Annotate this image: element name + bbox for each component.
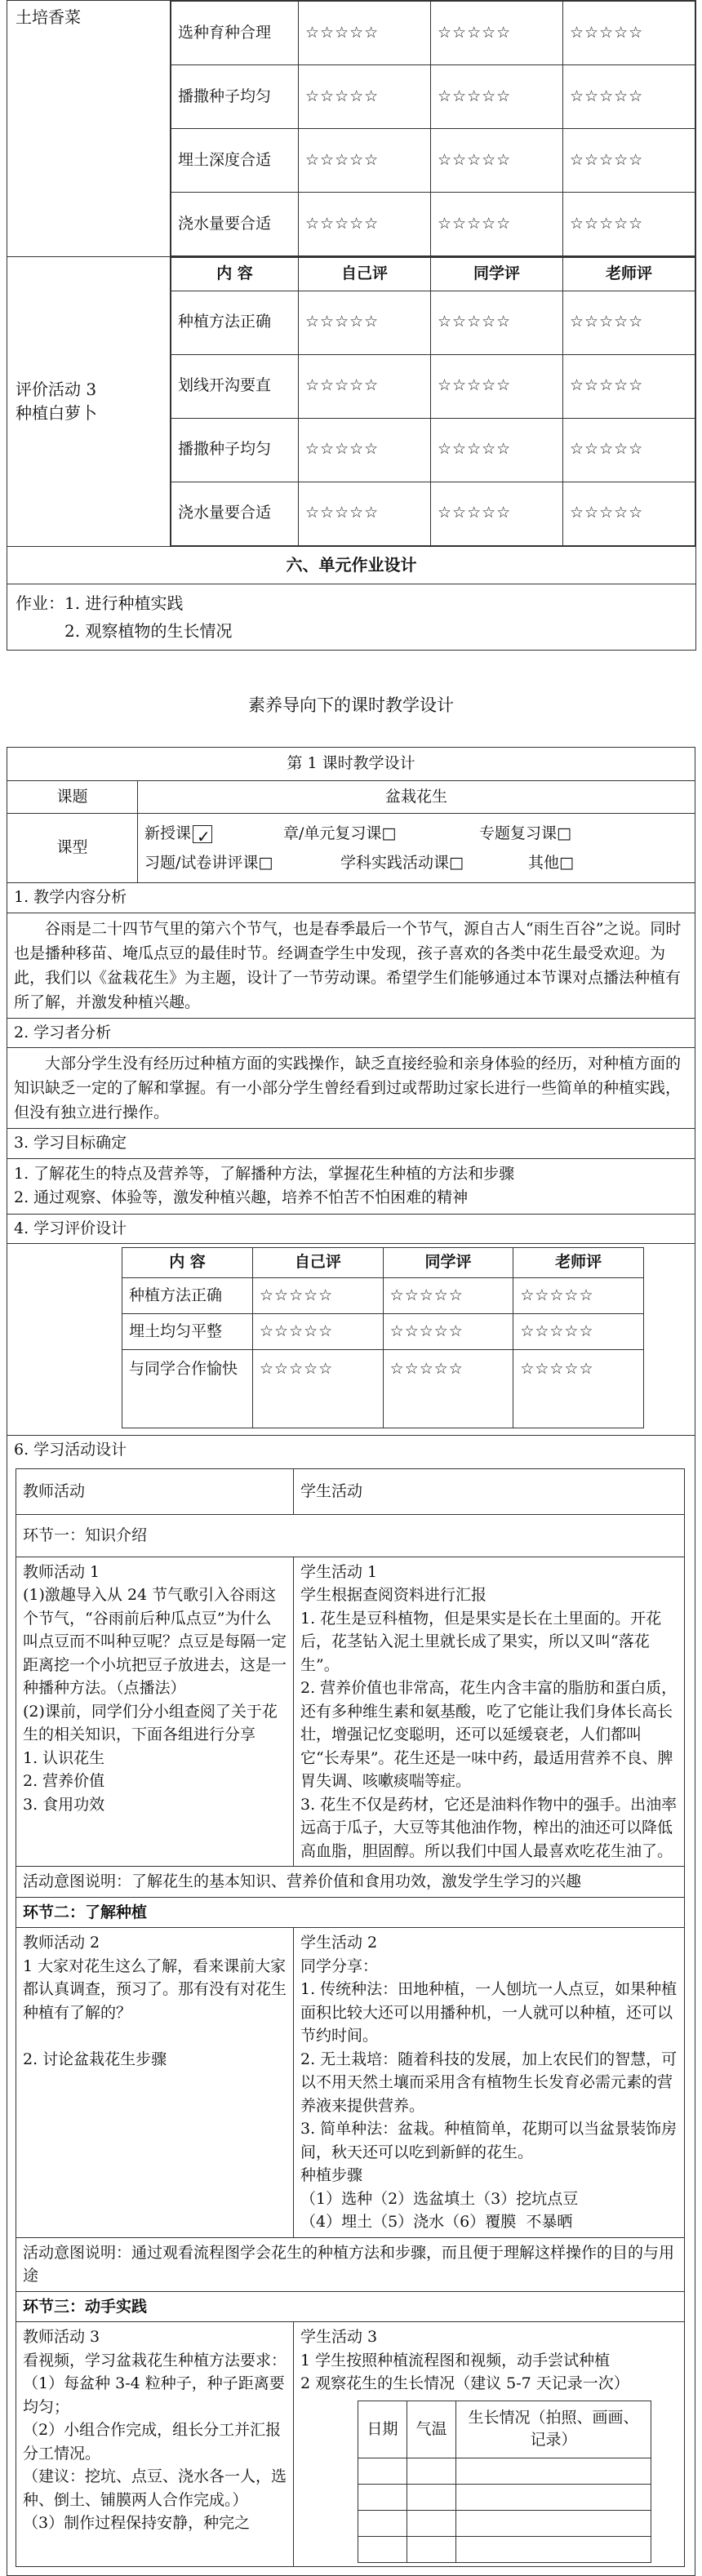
star-rating[interactable]: ☆☆☆☆☆ <box>253 1349 384 1428</box>
student-activity-title: 学生活动 1 <box>300 1562 378 1581</box>
header-teacher: 老师评 <box>513 1248 644 1278</box>
star-rating[interactable]: ☆☆☆☆☆ <box>431 193 563 256</box>
star-rating[interactable]: ☆☆☆☆☆ <box>299 193 431 256</box>
goal-item: 1. 了解花生的特点及营养等，了解播种方法，掌握花生种植的方法和步骤 <box>14 1165 515 1184</box>
log-header-date: 日期 <box>358 2401 407 2458</box>
criteria-label: 种植方法正确 <box>122 1277 253 1313</box>
activity-header-row <box>16 1468 685 1514</box>
star-rating[interactable]: ☆☆☆☆☆ <box>563 129 695 193</box>
criteria-label: 播撒种子均匀 <box>171 418 299 482</box>
content-analysis <box>7 883 695 1019</box>
content-analysis-text: 谷雨是二十四节气里的第六个节气，也是春季最后一个节气，源自古人“雨生百谷”之说。同时也是播种移苗、埯瓜点豆的最佳时节。经调查学生中发现，孩子喜欢的各类中花生最受欢迎。为此，我们以《盆栽花生》为主题，设计了一节劳动课。希望学生们能够通过本节课对点播法种植有所了解，并激发种植兴趣。 <box>14 919 682 1011</box>
content-analysis-title: 1. 教学内容分析 <box>7 883 695 913</box>
activity-design <box>7 1436 695 2567</box>
log-cell[interactable] <box>456 2510 651 2536</box>
star-rating[interactable]: ☆☆☆☆☆ <box>563 418 695 482</box>
stage-title: 环节一：知识介绍 <box>16 1514 685 1557</box>
student-activity-title: 学生活动 2 <box>300 1934 378 1952</box>
activity-intent: 活动意图说明：了解花生的基本知识、营养价值和食用功效，激发学生学习的兴趣 <box>16 1867 685 1898</box>
criteria-label: 浇水量要合适 <box>171 482 299 545</box>
criteria-label: 划线开沟要直 <box>171 354 299 418</box>
star-rating[interactable]: ☆☆☆☆☆ <box>431 129 563 193</box>
star-rating[interactable]: ☆☆☆☆☆ <box>513 1277 644 1313</box>
type-row <box>7 814 695 883</box>
checked-box-icon[interactable]: ✓ <box>193 825 212 843</box>
student-activity <box>294 1928 685 2238</box>
growth-log-table <box>358 2401 651 2563</box>
section-title: 素养导向下的课时教学设计 <box>248 695 454 715</box>
student-activity-text: 同学分享： 1. 传统种法：田地种植，一人刨坑一人点豆，如果种植面积比较大还可以用播种机，一人就可以种植，还可以节约时间。 2. 无土栽培：随着科技的发展，加上农民们的智慧，可以不用天然土壤而采用含有植物生长发育必需元素的营养液来提供营养。 3. 简单种法：盆栽。种植简单，花期可以当盆景装饰房间，秋天还可以吃到新鲜的花生。 种植步骤 （1）选种（2）选盆填土（3）挖坑点豆 （4）埋土（5）浇水（6）覆膜 不暴晒 <box>300 1956 678 2232</box>
criteria-row <box>122 1349 644 1428</box>
homework-line2: 2. 观察植物的生长情况 <box>64 620 233 641</box>
log-cell[interactable] <box>456 2484 651 2510</box>
lesson-title: 第 1 课时教学设计 <box>7 748 695 781</box>
star-rating[interactable]: ☆☆☆☆☆ <box>383 1349 513 1428</box>
star-rating[interactable]: ☆☆☆☆☆ <box>563 291 695 354</box>
star-rating[interactable]: ☆☆☆☆☆ <box>253 1277 384 1313</box>
student-activity <box>294 2322 685 2567</box>
criteria-row <box>171 65 695 129</box>
criteria-label: 埋土深度合适 <box>171 129 299 193</box>
star-rating[interactable]: ☆☆☆☆☆ <box>299 482 431 545</box>
eval3-label-line2: 种植白萝卜 <box>16 402 97 423</box>
star-rating[interactable]: ☆☆☆☆☆ <box>431 2 563 65</box>
header-peer: 同学评 <box>431 258 563 291</box>
evaluation-design-title: 4. 学习评价设计 <box>7 1215 695 1245</box>
type-exercise-review[interactable]: 习题/试卷讲评课□ <box>144 854 273 873</box>
teacher-activity-text: (1)激趣导入从 24 节气歌引入谷雨这个节气，“谷雨前后种瓜点豆”为什么叫点豆而不叫种豆呢？点豆是每隔一定距离挖一个小坑把豆子放进去，这是一种播种方法。（点播法） (2)课前，同学们分小组查阅了关于花生的相关知识，下面各组进行分享 1. 认识花生 2. 营养价值 3. 食用功效 <box>23 1586 287 1814</box>
criteria-label: 埋土均匀平整 <box>122 1313 253 1349</box>
topic-row <box>7 781 695 815</box>
criteria-label: 浇水量要合适 <box>171 193 299 256</box>
eval3-criteria <box>171 257 695 546</box>
star-rating[interactable]: ☆☆☆☆☆ <box>563 193 695 256</box>
activity-design-title: 6. 学习活动设计 <box>14 1440 127 1459</box>
star-rating[interactable]: ☆☆☆☆☆ <box>431 418 563 482</box>
section6-title: 六、单元作业设计 <box>7 546 696 584</box>
type-label: 课型 <box>7 814 138 882</box>
star-rating[interactable]: ☆☆☆☆☆ <box>383 1277 513 1313</box>
type-topic-review[interactable]: 专题复习课□ <box>479 824 571 843</box>
criteria-row <box>122 1277 644 1313</box>
topic-label: 课题 <box>7 781 138 814</box>
eval-header-row <box>171 258 695 291</box>
log-cell[interactable] <box>407 2536 456 2562</box>
prev-activity-criteria <box>171 1 695 256</box>
learner-analysis-text: 大部分学生没有经历过种植方面的实践操作，缺乏直接经验和亲身体验的经历，对种植方面的知识缺乏一定的了解和掌握。有一小部分学生曾经看到过或帮助过家长进行一些简单的种植实践，但没有独立进行操作。 <box>14 1055 682 1122</box>
type-unit-review[interactable]: 章/单元复习课□ <box>283 824 397 843</box>
type-other[interactable]: 其他□ <box>528 854 574 873</box>
star-rating[interactable]: ☆☆☆☆☆ <box>431 291 563 354</box>
activity-intent: 活动意图说明：通过观看流程图学会花生的种植方法和步骤，而且便于理解这样操作的目的与用途 <box>16 2237 685 2291</box>
log-cell[interactable] <box>456 2536 651 2562</box>
eval3-label <box>7 257 171 547</box>
unit-eval-table <box>7 0 696 651</box>
star-rating[interactable]: ☆☆☆☆☆ <box>431 65 563 129</box>
topic-value: 盆栽花生 <box>384 787 447 806</box>
criteria-row <box>122 1313 644 1349</box>
prev-activity-label: 土培香菜 <box>7 1 171 257</box>
log-cell[interactable] <box>407 2510 456 2536</box>
criteria-label: 种植方法正确 <box>171 291 299 354</box>
activity-row <box>16 1557 685 1867</box>
criteria-row <box>171 291 695 354</box>
star-rating[interactable]: ☆☆☆☆☆ <box>299 354 431 418</box>
star-rating[interactable]: ☆☆☆☆☆ <box>299 129 431 193</box>
criteria-row <box>171 354 695 418</box>
star-rating[interactable]: ☆☆☆☆☆ <box>383 1313 513 1349</box>
log-cell[interactable] <box>407 2484 456 2510</box>
teacher-activity-title: 教师活动 1 <box>23 1562 100 1581</box>
student-activity-title: 学生活动 3 <box>300 2328 378 2347</box>
goal-item: 2. 通过观察、体验等，激发种植兴趣，培养不怕苦不怕困难的精神 <box>14 1188 469 1207</box>
teacher-activity-text: 看视频，学习盆栽花生种植方法要求： （1）每盆种 3-4 粒种子，种子距离要均匀； （2）小组合作完成，组长分工并汇报分工情况。 （建议：挖坑、点豆、浇水各一人，选种、倒土、铺膜两人合作完成。） （3）制作过程保持安静，种完之 <box>23 2351 287 2533</box>
teacher-activity <box>16 1928 294 2238</box>
log-cell[interactable] <box>358 2536 407 2562</box>
teacher-activity-text: 1 大家对花生这么了解，看来课前大家都认真调查，预习了。那有没有对花生种植有了解的？ 2. 讨论盆栽花生步骤 <box>23 1956 287 2068</box>
star-rating[interactable]: ☆☆☆☆☆ <box>513 1349 644 1428</box>
header-content: 内 容 <box>122 1248 253 1278</box>
stage-title: 环节二：了解种植 <box>16 1897 685 1928</box>
learner-analysis-title: 2. 学习者分析 <box>7 1019 695 1049</box>
learning-goals <box>7 1129 695 1214</box>
col-teacher: 教师活动 <box>16 1468 294 1514</box>
criteria-row <box>171 2 695 65</box>
header-peer: 同学评 <box>383 1248 513 1278</box>
lesson-plan <box>7 747 695 2576</box>
student-activity <box>294 1557 685 1867</box>
criteria-row <box>171 193 695 256</box>
criteria-label: 播撒种子均匀 <box>171 65 299 129</box>
teacher-activity-title: 教师活动 3 <box>23 2328 100 2347</box>
header-teacher: 老师评 <box>563 258 695 291</box>
star-rating[interactable]: ☆☆☆☆☆ <box>299 418 431 482</box>
activity-table <box>16 1468 685 2567</box>
evaluation-design <box>7 1215 695 1436</box>
star-rating[interactable]: ☆☆☆☆☆ <box>563 482 695 545</box>
star-rating[interactable]: ☆☆☆☆☆ <box>563 2 695 65</box>
log-header-growth: 生长情况（拍照、画画、记录） <box>456 2401 651 2458</box>
col-student: 学生活动 <box>294 1468 685 1514</box>
star-rating[interactable]: ☆☆☆☆☆ <box>253 1313 384 1349</box>
teacher-activity <box>16 1557 294 1867</box>
evaluation-table <box>122 1247 644 1428</box>
criteria-label: 与同学合作愉快 <box>122 1349 253 1428</box>
star-rating[interactable]: ☆☆☆☆☆ <box>431 482 563 545</box>
student-activity-line: 1 学生按照种植流程图和视频，动手尝试种植 <box>300 2351 611 2369</box>
learning-goals-list <box>7 1159 695 1214</box>
homework-line1: 作业：1. 进行种植实践 <box>16 593 184 613</box>
header-content: 内 容 <box>171 258 299 291</box>
star-rating[interactable]: ☆☆☆☆☆ <box>563 65 695 129</box>
learning-goals-title: 3. 学习目标确定 <box>7 1129 695 1159</box>
eval-header-row <box>122 1248 644 1278</box>
log-cell[interactable] <box>358 2484 407 2510</box>
criteria-row <box>171 482 695 545</box>
student-activity-line: 2 观察花生的生长情况（建议 5-7 天记录一次） <box>300 2374 629 2393</box>
header-self: 自己评 <box>299 258 431 291</box>
star-rating[interactable]: ☆☆☆☆☆ <box>513 1313 644 1349</box>
star-rating[interactable]: ☆☆☆☆☆ <box>299 65 431 129</box>
header-self: 自己评 <box>253 1248 384 1278</box>
star-rating[interactable]: ☆☆☆☆☆ <box>299 2 431 65</box>
criteria-row <box>171 418 695 482</box>
log-cell[interactable] <box>407 2458 456 2484</box>
type-options <box>138 814 695 882</box>
student-activity-text: 学生根据查阅资料进行汇报 1. 花生是豆科植物，但是果实是长在土里面的。开花后，花茎钻入泥土里就长成了果实，所以又叫“落花生”。 2. 营养价值也非常高，花生内含丰富的脂肪和蛋白质，还有多种维生素和氨基酸，吃了它能让我们身体长高长壮，增强记忆变聪明，还可以延缓衰老，人们都叫它“长寿果”。花生还是一味中药，最适用营养不良、脾胃失调、咳嗽痰喘等症。 3. 花生不仅是药材，它还是油料作物中的强手。出油率远高于瓜子，大豆等其他油作物，榨出的油还可以降低高血脂，胆固醇。所以我们中国人最喜欢吃花生油了。 <box>300 1586 678 1860</box>
log-cell[interactable] <box>358 2510 407 2536</box>
criteria-row <box>171 129 695 193</box>
type-practice[interactable]: 学科实践活动课□ <box>340 854 464 873</box>
activity-row <box>16 1928 685 2238</box>
criteria-label: 选种育种合理 <box>171 2 299 65</box>
homework <box>7 584 696 650</box>
activity-row <box>16 2322 685 2567</box>
stage-title: 环节三：动手实践 <box>16 2291 685 2322</box>
log-header-temp: 气温 <box>407 2401 456 2458</box>
star-rating[interactable]: ☆☆☆☆☆ <box>431 354 563 418</box>
eval3-label-line1: 评价活动 3 <box>16 379 97 399</box>
type-new-lesson-label: 新授课 <box>144 824 192 843</box>
type-new-lesson[interactable] <box>144 819 283 848</box>
teacher-activity <box>16 2322 294 2567</box>
log-cell[interactable] <box>456 2458 651 2484</box>
log-cell[interactable] <box>358 2458 407 2484</box>
teacher-activity-title: 教师活动 2 <box>23 1934 100 1952</box>
star-rating[interactable]: ☆☆☆☆☆ <box>563 354 695 418</box>
learner-analysis <box>7 1019 695 1130</box>
star-rating[interactable]: ☆☆☆☆☆ <box>299 291 431 354</box>
